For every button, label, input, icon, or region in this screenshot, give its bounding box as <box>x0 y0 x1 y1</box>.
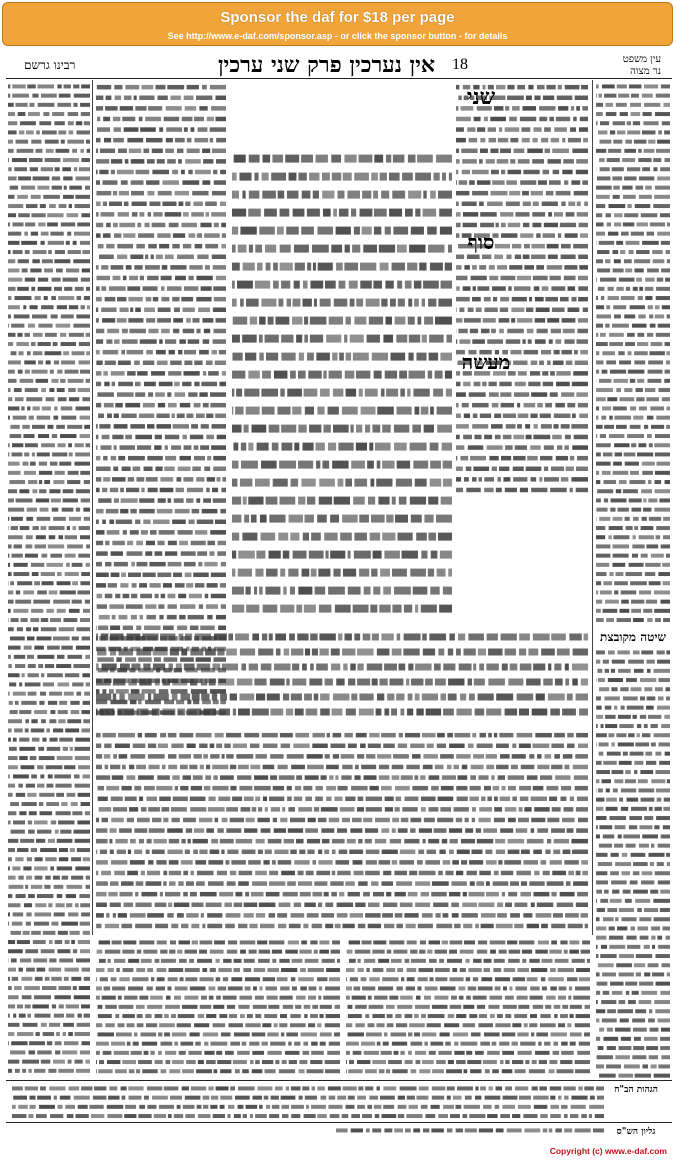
talmud-page <box>6 50 672 1140</box>
header-rabbeinu-gershom: רבינו גרשם <box>24 58 76 72</box>
tosafot-column <box>96 82 226 722</box>
bottom-section-rule <box>6 1080 672 1081</box>
gemara-main-text <box>232 150 452 620</box>
sponsor-banner-subtitle[interactable]: See http://www.e-daf.com/sponsor.asp - or click the sponsor button - for details <box>167 31 508 41</box>
mishnah-word-3: מעשה <box>461 350 511 374</box>
col-tosafot-texture <box>96 82 226 722</box>
gemara-main-text-wide <box>96 630 588 725</box>
mishnah-word-1: שני <box>466 84 496 110</box>
header-ner-mitzvah-label: נר מצוה <box>630 66 661 77</box>
header-rule <box>6 78 672 79</box>
col-main-wide-texture <box>96 630 588 725</box>
col-right-bottom-texture <box>596 648 670 1078</box>
rashi-column <box>456 82 588 502</box>
header-ein-mishpat <box>571 54 661 78</box>
hagahot-text <box>12 1084 604 1120</box>
header-title: אין נערכין פרק שני ערכין <box>217 52 436 78</box>
gilyon-rule <box>6 1122 672 1123</box>
header-ein-mishpat-label: עין משפט <box>622 54 661 65</box>
col-gilyon-texture <box>336 1126 604 1138</box>
ein-mishpat-column <box>596 82 670 627</box>
mishnah-word-2: סוף <box>467 230 495 254</box>
col-left-texture <box>8 82 90 1077</box>
shita-mekubetzet-heading: שיטה מקובצת <box>600 630 666 644</box>
col-lower-texture <box>96 730 588 930</box>
col-main-texture <box>232 150 452 620</box>
page-number: 18 <box>452 56 468 73</box>
left-column-divider <box>92 80 93 935</box>
sponsor-banner-title[interactable]: Sponsor the daf for $18 per page <box>220 9 455 26</box>
shita-mekubetzet-column <box>596 648 670 1078</box>
bottom-commentary-left <box>96 938 340 1078</box>
col-bottom-r-texture <box>346 938 590 1078</box>
col-right-top-texture <box>596 82 670 627</box>
gilyon-label: גליון הש"ס <box>616 1127 656 1137</box>
hagahot-label: הגהות הב"ח <box>614 1085 658 1095</box>
rabbeinu-gershom-column <box>8 82 90 1077</box>
right-column-divider <box>592 80 593 935</box>
sponsor-banner[interactable] <box>2 2 673 46</box>
col-rashi-texture <box>456 82 588 502</box>
col-bottom-l-texture <box>96 938 340 1078</box>
bottom-commentary-right <box>346 938 590 1078</box>
gilyon-text <box>336 1126 604 1138</box>
lower-commentary-band <box>96 730 588 930</box>
col-hagahot-texture <box>12 1084 604 1120</box>
copyright-link[interactable]: Copyright (c) www.e-daf.com <box>549 1146 667 1156</box>
